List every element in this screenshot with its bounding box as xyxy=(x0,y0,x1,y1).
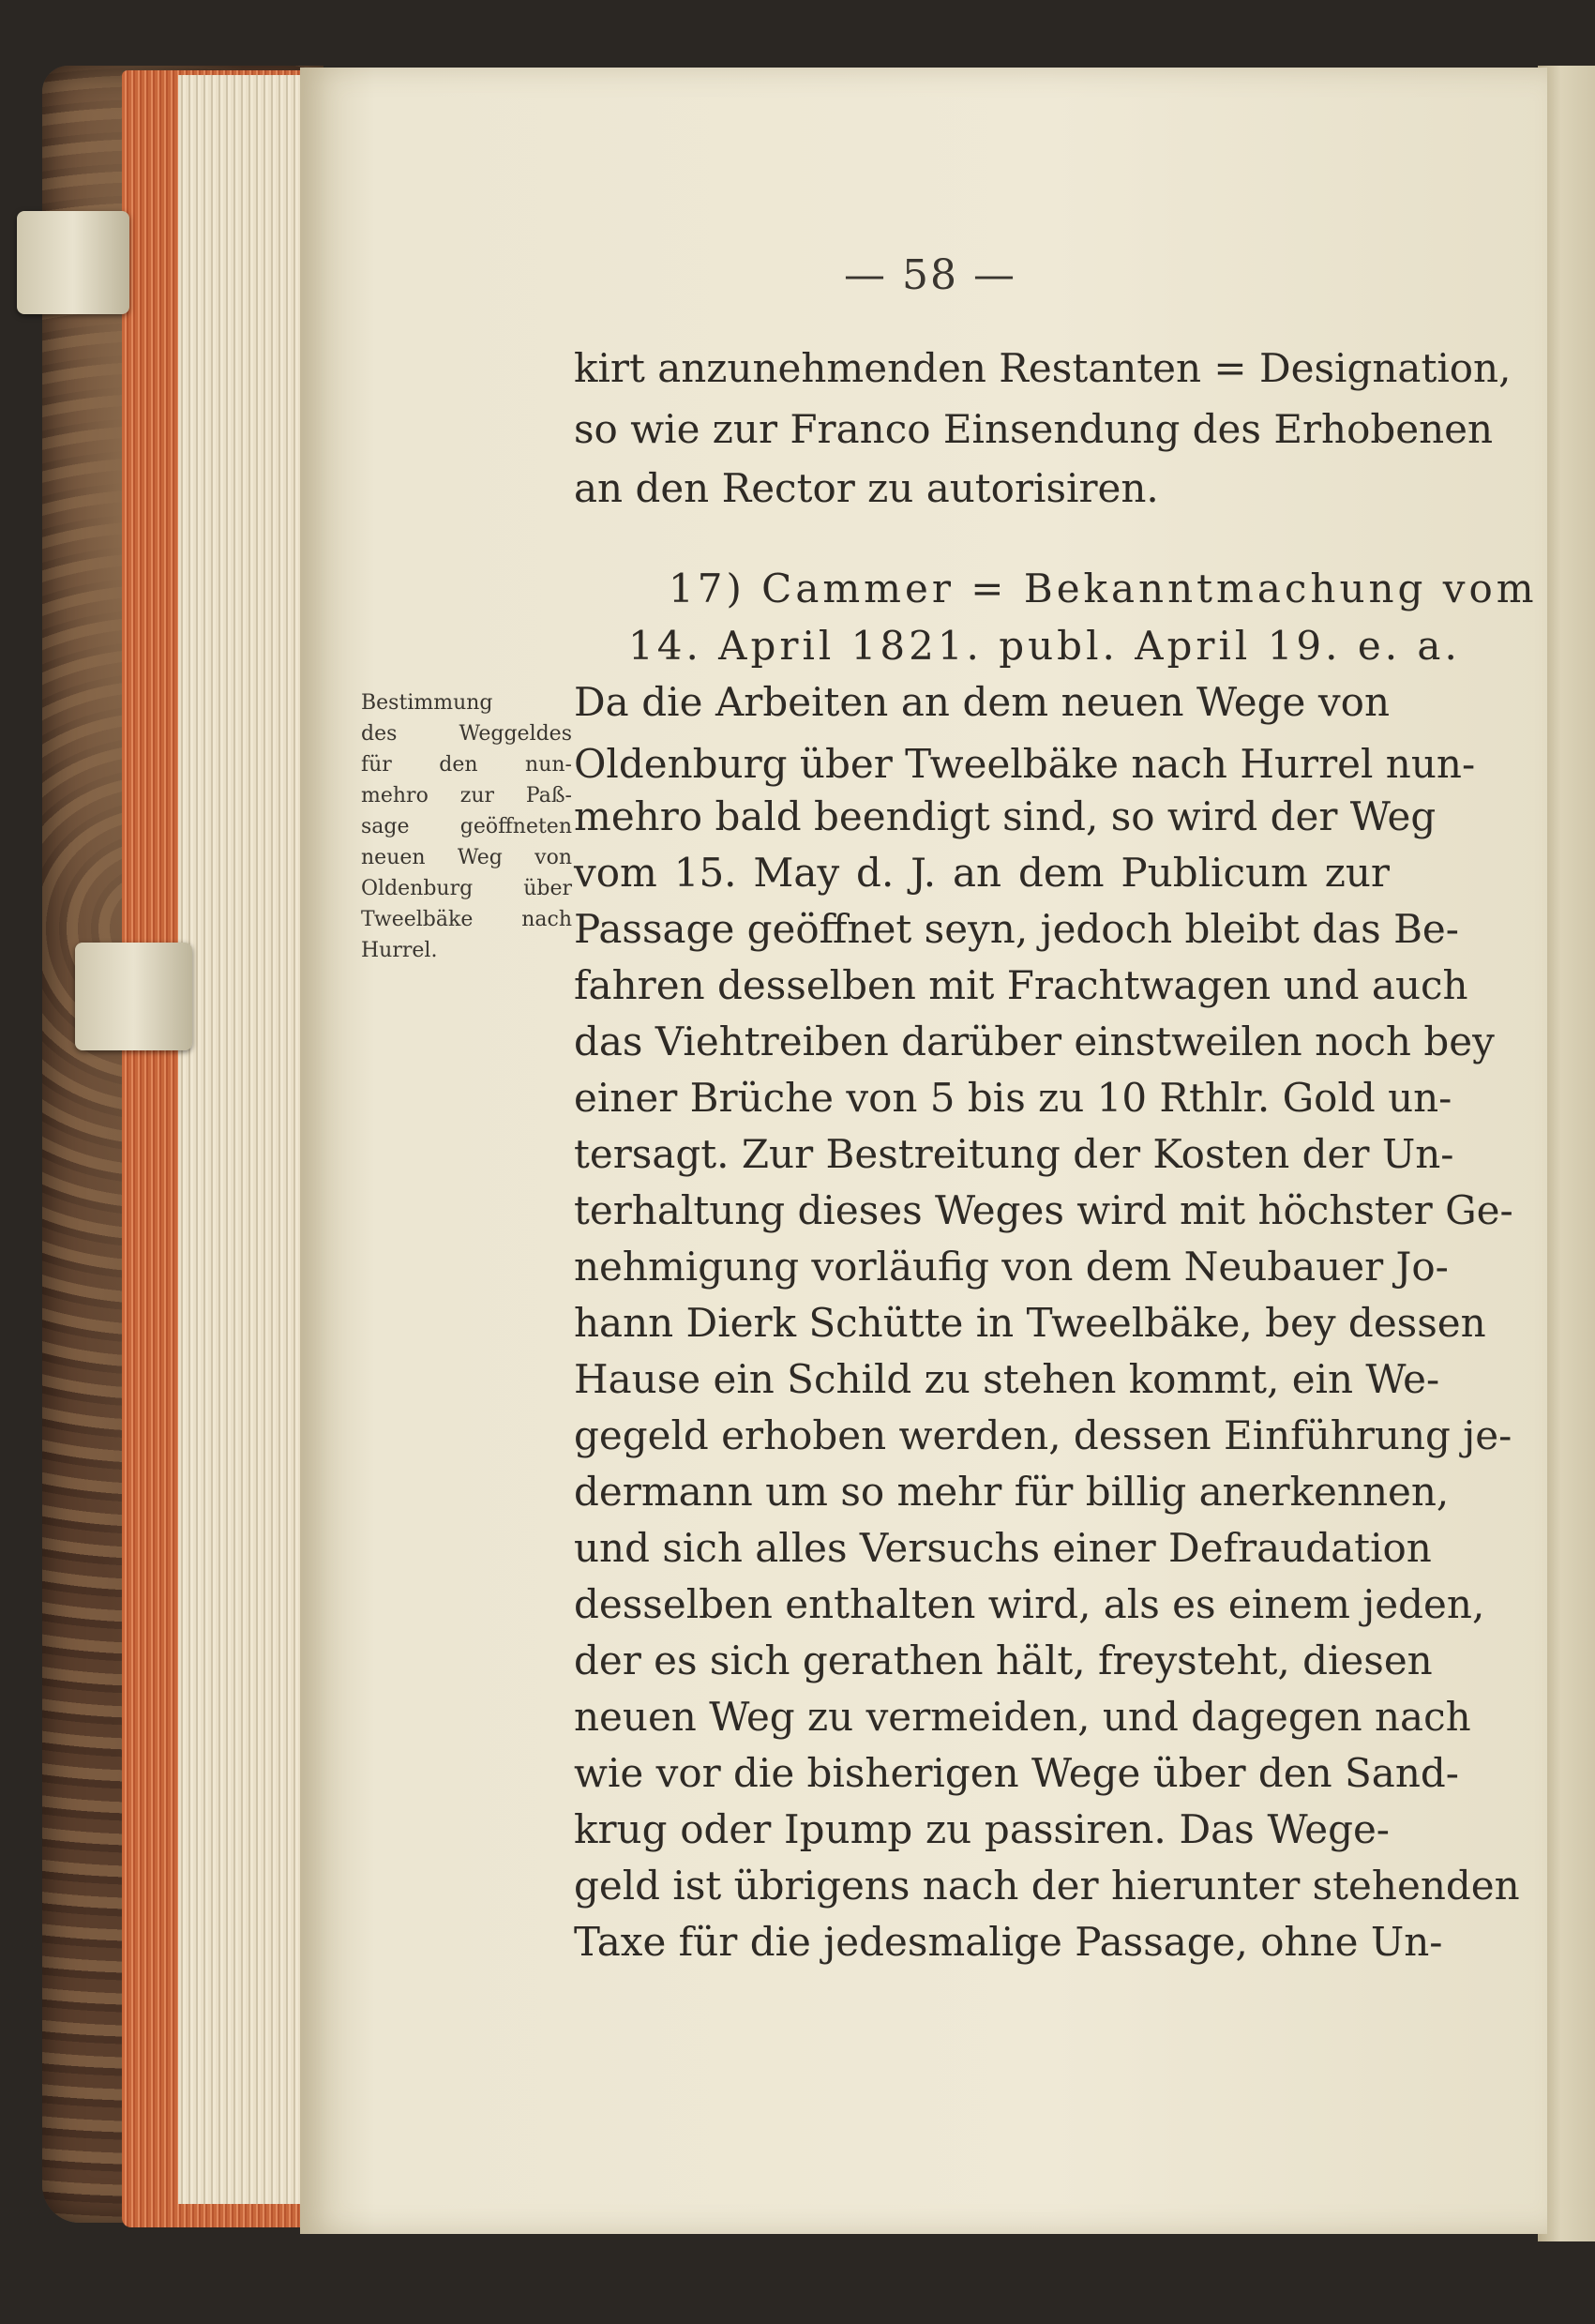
body-line: terhaltung dieses Weges wird mit höchster Ge- xyxy=(574,1187,1513,1233)
body-line: tersagt. Zur Bestreitung der Kosten der Un- xyxy=(574,1131,1454,1177)
intro-line: kirt anzunehmenden Restanten = Designation, xyxy=(574,345,1512,391)
page-number: — 58 — xyxy=(844,251,1016,299)
body-line: fahren desselben mit Frachtwagen und auch xyxy=(574,962,1468,1008)
body-line: Hause ein Schild zu stehen kommt, ein We- xyxy=(574,1356,1440,1402)
body-line: Passage geöffnet seyn, jedoch bleibt das Be- xyxy=(574,906,1459,952)
margin-note-line: neuen Weg von xyxy=(361,846,572,869)
body-line: Oldenburg über Tweelbäke nach Hurrel nun- xyxy=(574,741,1476,787)
body-line: Da die Arbeiten an dem neuen Wege von xyxy=(574,679,1390,725)
body-line: gegeld erhoben werden, dessen Einführung je- xyxy=(574,1412,1512,1458)
body-line: nehmigung vorläufig von dem Neubauer Jo- xyxy=(574,1244,1449,1290)
bookmark-tab-middle xyxy=(75,943,192,1050)
section-heading: 17) Cammer = Bekanntmachung vom xyxy=(669,566,1538,611)
body-line: krug oder Ipump zu passiren. Das Wege- xyxy=(574,1806,1390,1852)
margin-note-line: Oldenburg über xyxy=(361,877,572,900)
page-stack-edge xyxy=(178,75,309,2204)
margin-note-line: für den nun- xyxy=(361,753,572,777)
body-line: hann Dierk Schütte in Tweelbäke, bey dessen xyxy=(574,1300,1486,1346)
margin-note-line: sage geöffneten xyxy=(361,815,572,838)
section-heading-date: 14. April 1821. publ. April 19. e. a. xyxy=(628,623,1461,669)
body-line: wie vor die bisherigen Wege über den Sand- xyxy=(574,1750,1459,1796)
body-line: das Viehtreiben darüber einstweilen noch bey xyxy=(574,1019,1495,1064)
margin-note-line: des Weggeldes xyxy=(361,722,572,746)
margin-note-line: Bestimmung xyxy=(361,691,493,715)
body-line: dermann um so mehr für billig anerkennen, xyxy=(574,1469,1450,1515)
intro-line: so wie zur Franco Einsendung des Erhobenen xyxy=(574,406,1494,452)
margin-note-line: Hurrel. xyxy=(361,939,438,962)
intro-line: an den Rector zu autorisiren. xyxy=(574,465,1159,511)
body-line: einer Brüche von 5 bis zu 10 Rthlr. Gold un- xyxy=(574,1075,1452,1121)
body-line: vom 15. May d. J. an dem Publicum zur xyxy=(574,850,1390,896)
margin-note-line: Tweelbäke nach xyxy=(361,908,572,931)
body-line: der es sich gerathen hält, freysteht, diesen xyxy=(574,1637,1433,1683)
body-line: geld ist übrigens nach der hierunter stehenden xyxy=(574,1863,1520,1909)
body-line: und sich alles Versuchs einer Defraudation xyxy=(574,1525,1432,1571)
body-line: neuen Weg zu vermeiden, und dagegen nach xyxy=(574,1694,1471,1740)
margin-note xyxy=(361,687,572,966)
body-line: Taxe für die jedesmalige Passage, ohne Un- xyxy=(574,1919,1443,1965)
bookmark-tab-top xyxy=(17,211,129,314)
body-line: desselben enthalten wird, als es einem jeden, xyxy=(574,1581,1485,1627)
margin-note-line: mehro zur Paß- xyxy=(361,784,572,807)
body-line: mehro bald beendigt sind, so wird der Weg xyxy=(574,793,1437,839)
